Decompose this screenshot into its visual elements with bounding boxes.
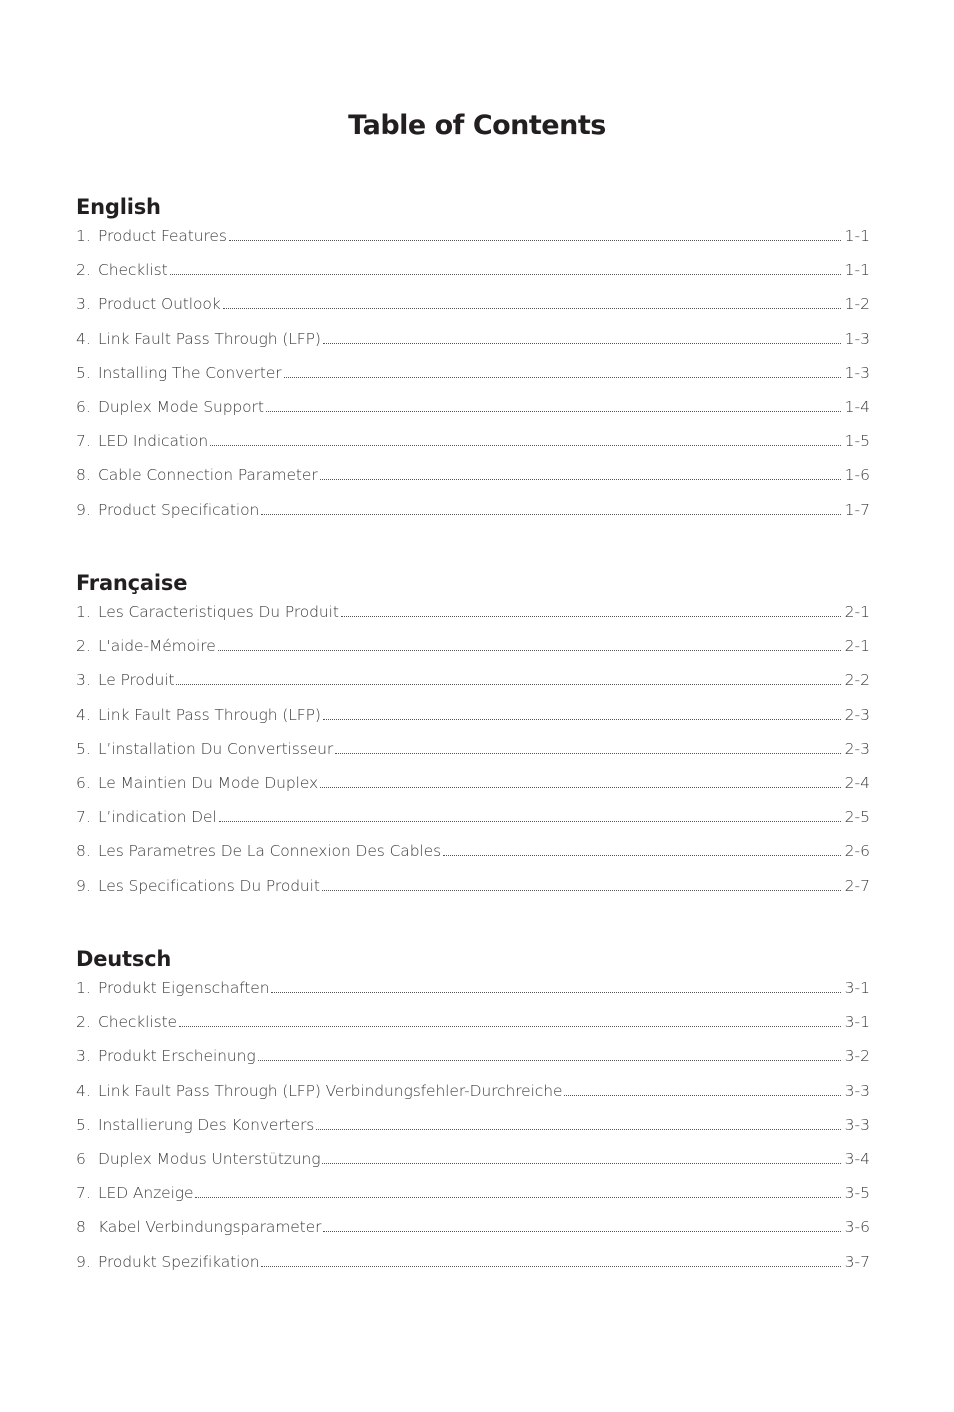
section-francaise [76, 569, 870, 909]
dot-leader [219, 806, 841, 822]
dot-leader [323, 1216, 840, 1232]
toc-entry[interactable] [76, 499, 870, 533]
dot-leader [316, 1114, 840, 1130]
toc-entry-number: 4. [76, 705, 91, 724]
toc-entry[interactable] [76, 1045, 870, 1079]
toc-entry-title: Checkliste [98, 1013, 177, 1032]
dot-leader [323, 704, 841, 720]
dot-leader [218, 635, 841, 651]
toc-entry-number: 2. [76, 637, 91, 656]
toc-entry[interactable] [76, 464, 870, 498]
toc-entry-number: 4. [76, 1081, 91, 1100]
toc-entry-title: Checklist [98, 261, 168, 280]
toc-entry-page: 3-3 [844, 1081, 870, 1100]
toc-entry[interactable] [76, 328, 870, 362]
toc-entry-number: 3. [76, 1047, 91, 1066]
toc-entry[interactable] [76, 601, 870, 635]
toc-entry-page: 2-1 [844, 603, 870, 621]
toc-entry[interactable] [76, 977, 870, 1011]
toc-entry-title: Link Fault Pass Through (LFP) [98, 705, 321, 724]
toc-entry[interactable] [76, 1114, 870, 1148]
dot-leader [170, 259, 841, 275]
toc-entry-page: 3-1 [844, 979, 870, 997]
toc-list [76, 977, 870, 1285]
toc-entry[interactable] [76, 259, 870, 293]
toc-entry-number: 2. [76, 261, 91, 280]
toc-entry-title: Duplex Mode Support [98, 397, 264, 416]
toc-entry-number: 7. [76, 1184, 91, 1203]
toc-entry-title: Installing The Converter [98, 363, 282, 382]
dot-leader [258, 1045, 841, 1061]
toc-entry-title: Les Specifications Du Produit [98, 876, 320, 895]
toc-entry[interactable] [76, 1011, 870, 1045]
toc-entry-page: 1-5 [844, 432, 870, 451]
toc-entry-page: 2-6 [844, 842, 870, 861]
toc-entry-title: Produkt Eigenschaften [98, 979, 270, 997]
toc-entry-title: Kabel Verbindungsparameter [98, 1218, 322, 1237]
toc-entry-number: 9. [76, 500, 91, 519]
toc-entry[interactable] [76, 704, 870, 738]
toc-entry[interactable] [76, 362, 870, 396]
dot-leader [229, 225, 841, 241]
toc-entry-number: 6 [76, 1149, 86, 1168]
toc-entry-page: 1-3 [844, 363, 870, 382]
toc-entry-page: 3-6 [844, 1218, 870, 1237]
toc-entry-page: 3-2 [844, 1047, 870, 1066]
toc-entry-page: 1-3 [844, 329, 870, 348]
toc-entry-title: Product Specification [98, 500, 260, 519]
section-heading: Deutsch [76, 947, 172, 971]
toc-entry-number: 6. [76, 773, 91, 792]
section-deutsch [76, 945, 870, 1285]
dot-leader [341, 601, 841, 617]
toc-entry[interactable] [76, 1080, 870, 1114]
toc-entry-page: 3-7 [844, 1252, 870, 1271]
dot-leader [320, 772, 841, 788]
dot-leader [322, 1148, 840, 1164]
toc-entry[interactable] [76, 806, 870, 840]
toc-entry-number: 8. [76, 466, 91, 485]
toc-entry-number: 8 [76, 1218, 86, 1237]
toc-entry-number: 8. [76, 842, 91, 861]
toc-entry[interactable] [76, 635, 870, 669]
toc-entry-page: 2-4 [844, 773, 870, 792]
toc-entry-title: Link Fault Pass Through (LFP) [98, 329, 321, 348]
toc-entry-number: 7. [76, 808, 91, 827]
section-heading: Française [76, 571, 188, 595]
toc-entry-number: 5. [76, 739, 91, 758]
toc-entry-page: 2-1 [844, 637, 870, 656]
toc-entry-title: Produkt Erscheinung [98, 1047, 256, 1066]
toc-entry-title: Duplex Modus Unterstützung [98, 1149, 321, 1168]
toc-entry-title: L’installation Du Convertisseur [98, 739, 334, 758]
toc-entry-page: 2-7 [844, 876, 870, 895]
dot-leader [223, 293, 841, 309]
toc-entry-page: 2-5 [844, 808, 870, 827]
toc-entry-number: 5. [76, 1115, 91, 1134]
toc-entry-page: 1-1 [844, 227, 870, 245]
toc-entry-number: 3. [76, 671, 91, 690]
toc-entry[interactable] [76, 772, 870, 806]
toc-entry-page: 1-2 [844, 295, 870, 314]
toc-entry-page: 2-3 [844, 739, 870, 758]
toc-entry-number: 7. [76, 432, 91, 451]
dot-leader [322, 875, 841, 891]
toc-entry-number: 9. [76, 876, 91, 895]
toc-entry-number: 1. [76, 227, 91, 245]
dot-leader [266, 396, 841, 412]
toc-entry-page: 1-1 [844, 261, 870, 280]
section-heading: English [76, 195, 161, 219]
toc-entry-number: 6. [76, 397, 91, 416]
toc-entry-number: 9. [76, 1252, 91, 1271]
dot-leader [176, 669, 840, 685]
toc-entry-title: Cable Connection Parameter [98, 466, 318, 485]
toc-entry[interactable] [76, 396, 870, 430]
toc-entry-page: 3-1 [844, 1013, 870, 1032]
toc-entry-number: 3. [76, 295, 91, 314]
toc-entry-title: LED Anzeige [98, 1184, 194, 1203]
dot-leader [320, 464, 841, 480]
toc-entry-number: 1. [76, 603, 91, 621]
toc-entry-title: L’indication Del [98, 808, 217, 827]
dot-leader [210, 430, 841, 446]
dot-leader [335, 738, 841, 754]
toc-entry-title: LED Indication [98, 432, 209, 451]
toc-entry-title: Product Outlook [98, 295, 221, 314]
toc-entry-title: Link Fault Pass Through (LFP) Verbindungsfehler-Durchreiche [98, 1081, 563, 1100]
toc-entry[interactable] [76, 293, 870, 327]
toc-list [76, 225, 870, 533]
dot-leader [323, 328, 841, 344]
dot-leader [271, 977, 840, 993]
toc-entry-title: Product Features [98, 227, 227, 245]
toc-entry-number: 2. [76, 1013, 91, 1032]
toc-entry[interactable] [76, 875, 870, 909]
section-english [76, 193, 870, 533]
toc-entry[interactable] [76, 1251, 870, 1285]
toc-entry[interactable] [76, 1182, 870, 1216]
toc-entry-number: 1. [76, 979, 91, 997]
toc-entry[interactable] [76, 840, 870, 874]
toc-entry-title: L'aide-Mémoire [98, 637, 216, 656]
toc-entry-number: 4. [76, 329, 91, 348]
toc-entry[interactable] [76, 225, 870, 259]
toc-entry[interactable] [76, 669, 870, 703]
dot-leader [261, 499, 840, 515]
dot-leader [195, 1182, 840, 1198]
toc-entry-title: Les Caracteristiques Du Produit [98, 603, 339, 621]
toc-entry[interactable] [76, 430, 870, 464]
page-title: Table of Contents [348, 110, 606, 141]
dot-leader [443, 840, 841, 856]
toc-entry[interactable] [76, 738, 870, 772]
dot-leader [261, 1251, 840, 1267]
dot-leader [284, 362, 841, 378]
toc-entry-page: 1-4 [844, 397, 870, 416]
dot-leader [564, 1080, 840, 1096]
toc-entry-title: Les Parametres De La Connexion Des Cables [98, 842, 442, 861]
toc-entry-number: 5. [76, 363, 91, 382]
toc-entry-page: 3-5 [844, 1184, 870, 1203]
toc-entry-page: 3-3 [844, 1115, 870, 1134]
toc-entry-page: 2-3 [844, 705, 870, 724]
toc-entry-title: Produkt Spezifikation [98, 1252, 260, 1271]
toc-entry-title: Le Produit [98, 671, 175, 690]
toc-list [76, 601, 870, 909]
toc-entry-page: 2-2 [844, 671, 870, 690]
toc-entry[interactable] [76, 1216, 870, 1250]
toc-entry-page: 1-7 [844, 500, 870, 519]
toc-entry-page: 3-4 [844, 1149, 870, 1168]
toc-entry-title: Le Maintien Du Mode Duplex [98, 773, 319, 792]
dot-leader [179, 1011, 841, 1027]
toc-entry-title: Installierung Des Konverters [98, 1115, 315, 1134]
toc-entry[interactable] [76, 1148, 870, 1182]
toc-entry-page: 1-6 [844, 466, 870, 485]
